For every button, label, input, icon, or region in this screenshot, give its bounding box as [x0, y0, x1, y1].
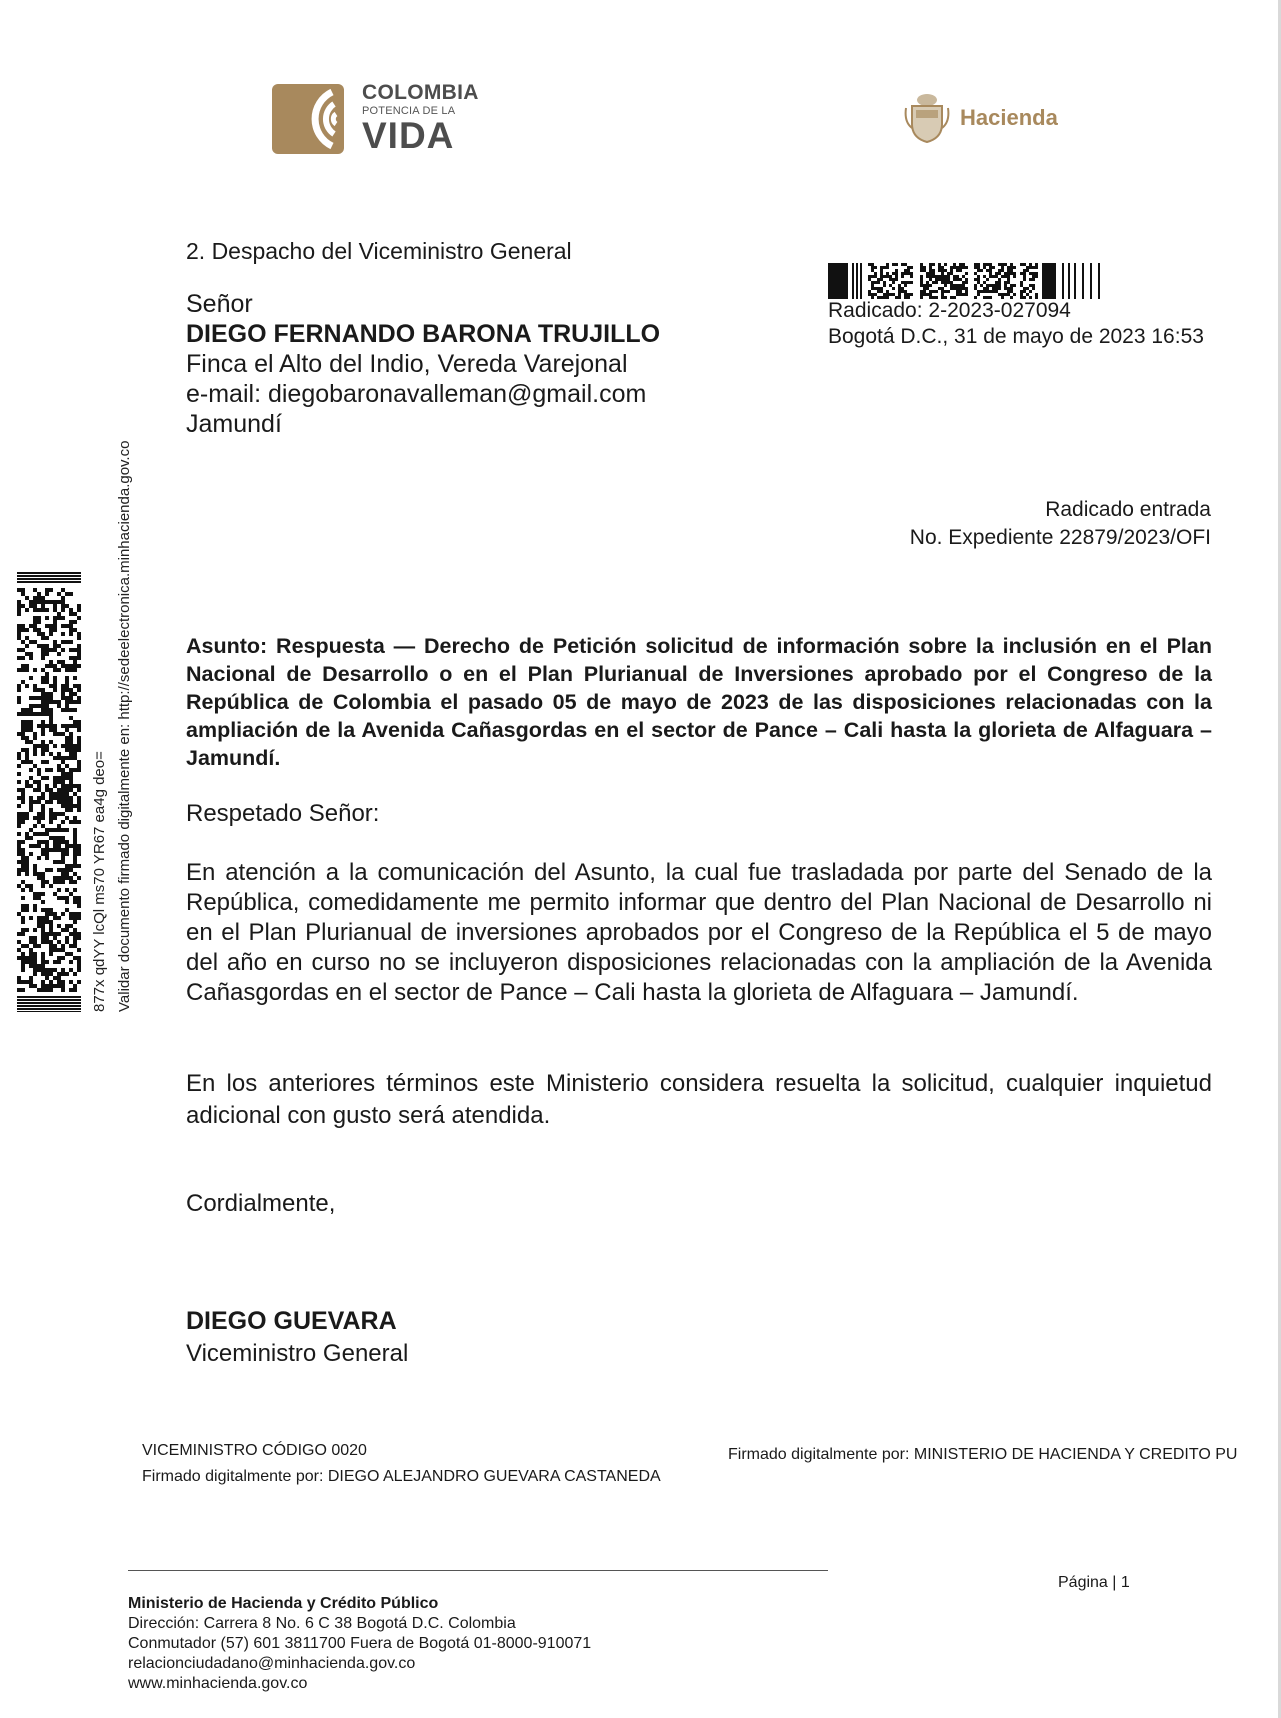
signature-code: VICEMINISTRO CÓDIGO 0020: [142, 1442, 367, 1459]
validation-hash: 877x qdYY lcQl ms70 YR67 ea4g deo=: [91, 751, 108, 1012]
radicado-date: Bogotá D.C., 31 de mayo de 2023 16:53: [828, 325, 1204, 348]
logo-line-colombia: COLOMBIA: [362, 81, 479, 104]
digital-signature-left: [142, 1438, 661, 1490]
hacienda-logo: [904, 92, 1074, 148]
logo-line-vida: VIDA: [362, 115, 455, 156]
footer-phone: Conmutador (57) 601 3811700 Fuera de Bogotá 01-8000-910071: [128, 1635, 592, 1652]
radicado-number: Radicado: 2-2023-027094: [828, 299, 1071, 322]
footer-address: Dirección: Carrera 8 No. 6 C 38 Bogotá D.C. Colombia: [128, 1615, 516, 1632]
entrada-label: Radicado entrada: [1045, 498, 1211, 521]
recipient-name: DIEGO FERNANDO BARONA TRUJILLO: [186, 320, 661, 348]
footer-web[interactable]: www.minhacienda.gov.co: [128, 1675, 308, 1692]
coat-of-arms-icon: [904, 92, 950, 144]
logo-line-potencia: POTENCIA DE LA: [362, 105, 456, 117]
recipient-city: Jamundí: [186, 410, 282, 438]
greeting: Respetado Señor:: [186, 800, 380, 827]
footer-divider: [128, 1570, 828, 1571]
signer-title: Viceministro General: [186, 1340, 409, 1367]
validation-qr-code-icon[interactable]: [17, 572, 81, 1012]
signer-name: DIEGO GUEVARA: [186, 1307, 397, 1335]
hacienda-logo-text: Hacienda: [960, 105, 1058, 130]
page-number: Página | 1: [1058, 1574, 1130, 1591]
entrada-block: [910, 496, 1211, 552]
recipient-salutation: Señor: [186, 290, 253, 318]
validation-url[interactable]: Validar documento firmado digitalmente en: http://sedeelectronica.minhacienda.gov.co: [116, 440, 133, 1012]
expediente-number: No. Expediente 22879/2023/OFI: [909, 526, 1211, 549]
subject-paragraph: Asunto: Respuesta — Derecho de Petición solicitud de información sobre la inclusión en el Plan Nacional de Desarrollo o en el Plan Plurianual de Inversiones aprobado por el Congreso de la República de Colombia el pasado 05 de mayo de 2023 de las disposiciones relacionadas con la ampliación de la Avenida Cañasgordas en el sector de Pance – Cali hasta la glorieta de Alfaguara – Jamundí.: [186, 634, 1212, 770]
body-paragraph-1: En atención a la comunicación del Asunto, la cual fue trasladada por parte del Senado de la República, comedidamente me permito informar que dentro del Plan Nacional de Desarrollo ni en el Plan Plurianual de inversiones aprobados por el Congreso de la República el 5 de mayo del año en curso no se incluyeron disposiciones relacionadas con la ampliación de la Avenida Cañasgordas en el sector de Pance – Cali hasta la glorieta de Alfaguara – Jamundí.: [186, 859, 1212, 1006]
footer-org: Ministerio de Hacienda y Crédito Público: [128, 1595, 439, 1612]
body-paragraph-2: En los anteriores términos este Ministerio considera resuelta la solicitud, cualquier inquietud adicional con gusto será atendida.: [186, 1070, 1212, 1129]
signature-signed-by: Firmado digitalmente por: DIEGO ALEJANDRO GUEVARA CASTANEDA: [142, 1468, 661, 1485]
recipient-email: e-mail: diegobaronavalleman@gmail.com: [186, 380, 647, 408]
footer-block: [128, 1594, 591, 1694]
digital-signature-ministry: Firmado digitalmente por: MINISTERIO DE HACIENDA Y CREDITO PU: [728, 1446, 1238, 1463]
office-line: 2. Despacho del Viceministro General: [186, 238, 572, 264]
radicado-barcode-icon: [828, 263, 1103, 299]
footer-email[interactable]: relacionciudadano@minhacienda.gov.co: [128, 1655, 416, 1672]
colombia-logo-mark-icon: [272, 84, 344, 154]
closing: Cordialmente,: [186, 1190, 336, 1217]
recipient-block: [186, 289, 660, 439]
recipient-address: Finca el Alto del Indio, Vereda Varejonal: [186, 350, 628, 378]
radicado-block: [828, 298, 1204, 350]
colombia-potencia-logo: [272, 82, 482, 157]
